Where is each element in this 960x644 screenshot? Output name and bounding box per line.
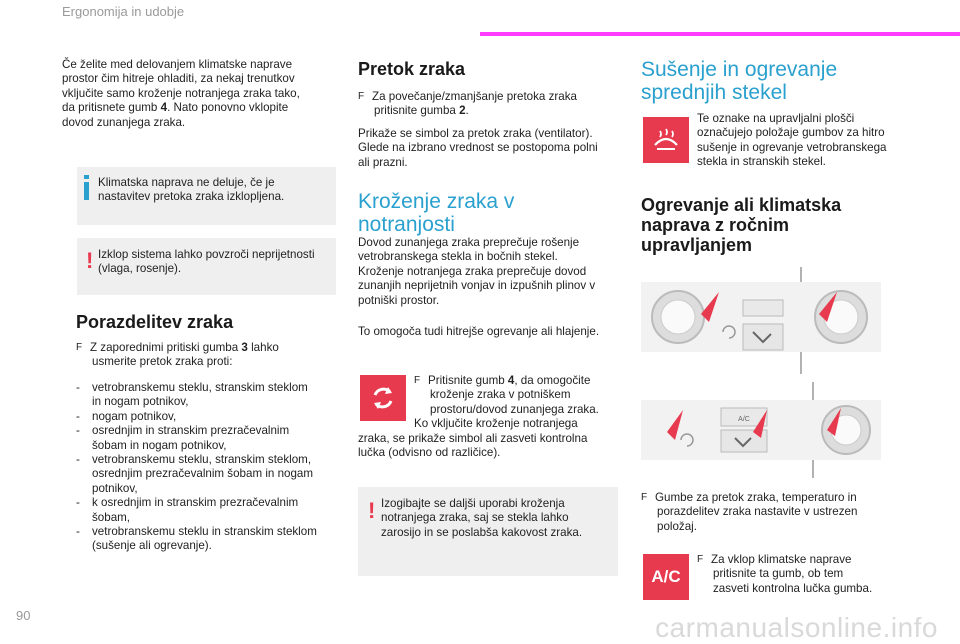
info-box-text: Klimatska naprava ne deluje, če je nastavitev pretoka zraka izklopljena.	[98, 176, 285, 204]
ac-step: F Za vklop klimatske naprave pritisnite ta gumb, ob tem zasveti kontrolna lučka gumba.	[697, 553, 873, 595]
control-panel-illustration-2	[641, 382, 881, 480]
heading-susenje: Sušenje in ogrevanje sprednjih stekel	[641, 58, 838, 104]
list-item: - vetrobranskemu steklu, stranskim steklom, osrednjim prezračevalnim šobam in nogam potnikov,	[76, 453, 314, 495]
airflow-paragraph: Prikaže se simbol za pretok zraka (ventilator). Glede na izbrano vrednost se postopoma polni ali prazni.	[358, 127, 598, 169]
bullet-icon: F	[697, 554, 704, 565]
list-item: - osrednjim in stranskim prezračevalnim šobam in nogam potnikov,	[76, 424, 290, 452]
defrost-text: Te oznake na upravljalni plošči označujejo položaje gumbov za hitro sušenje in ogrevanje vetrobranskega stekla in stranskih stekel.	[697, 112, 887, 169]
defrost-icon	[643, 117, 689, 163]
list-item: - k osrednjim in stranskim prezračevalnim šobam,	[76, 496, 299, 524]
distribution-list	[76, 381, 346, 554]
bullet-icon: F	[358, 91, 365, 102]
bullet-icon: F	[414, 375, 421, 386]
list-item: - vetrobranskemu steklu, stranskim steklom in nogam potnikov,	[76, 381, 308, 409]
heading-ogrevanje: Ogrevanje ali klimatska naprava z ročnim upravljanjem	[641, 195, 842, 255]
heading-krozenje: Kroženje zraka v notranjosti	[358, 190, 515, 236]
recirculation-icon	[360, 375, 406, 421]
heading-porazdelitev: Porazdelitev zraka	[76, 312, 234, 332]
bullet-icon: F	[641, 492, 648, 503]
list-item: - nogam potnikov,	[76, 409, 177, 423]
page-number: 90	[16, 608, 31, 623]
section-title: Ergonomija in udobje	[62, 4, 185, 19]
control-panel-illustration-1	[641, 262, 881, 380]
header-accent-bar	[480, 32, 960, 36]
recirc-paragraph: Dovod zunanjega zraka preprečuje rošenje vetrobranskega stekla in bočnih stekel. Kroženje notranjega zraka preprečuje dovod zunanjih neprijetnih vonjav in izpušnih plinov v potniški prostor.	[358, 236, 596, 307]
list-item: - vetrobranskemu steklu in stranskim steklom (sušenje ali ogrevanje).	[76, 525, 317, 553]
airflow-step: F Za povečanje/zmanjšanje pretoka zraka pritisnite gumba 2.	[358, 90, 577, 118]
recirc-benefit: To omogoča tudi hitrejše ogrevanje ali hlajenje.	[358, 325, 600, 338]
warning-icon: !	[86, 248, 94, 273]
ac-button-label-small: A/C	[738, 416, 750, 423]
warning-icon: !	[368, 498, 376, 523]
warning-box-text: Izklop sistema lahko povzroči neprijetnosti (vlaga, rosenje).	[98, 248, 315, 276]
intro-paragraph: Če želite med delovanjem klimatske naprave prostor čim hitreje ohladiti, za nekaj trenutkov vključite samo kroženje notranjega zraka tako, da pritisnete gumb 4. Nato ponovno vklopite dovod zunanjega zraka.	[62, 58, 300, 129]
info-icon	[84, 175, 89, 179]
distribution-step: F Z zaporednimi pritiski gumba 3 lahko usmerite pretok zraka proti:	[76, 341, 279, 369]
recirc-step: F Pritisnite gumb 4, da omogočite kroženje zraka v potniškem prostoru/dovod zunanjega zraka. Ko vključite kroženje notranjega	[414, 374, 599, 431]
warning-box-2-text: Izogibajte se daljši uporabi kroženja notranjega zraka, saj se stekla lahko zarosijo in se poslabša kakovost zraka.	[381, 497, 583, 539]
info-icon-bar	[84, 182, 89, 200]
bullet-icon: F	[76, 342, 83, 353]
watermark: carmanualsonline.info	[655, 612, 938, 643]
heading-pretok: Pretok zraka	[358, 59, 466, 79]
ac-button-icon: A/C	[643, 554, 689, 600]
manual-step: F Gumbe za pretok zraka, temperaturo in porazdelitev zraka nastavite v ustrezen položaj.	[641, 491, 858, 533]
recirc-step-cont: zraka, se prikaže simbol ali zasveti kontrolna lučka (odvisno od različice).	[358, 432, 588, 460]
